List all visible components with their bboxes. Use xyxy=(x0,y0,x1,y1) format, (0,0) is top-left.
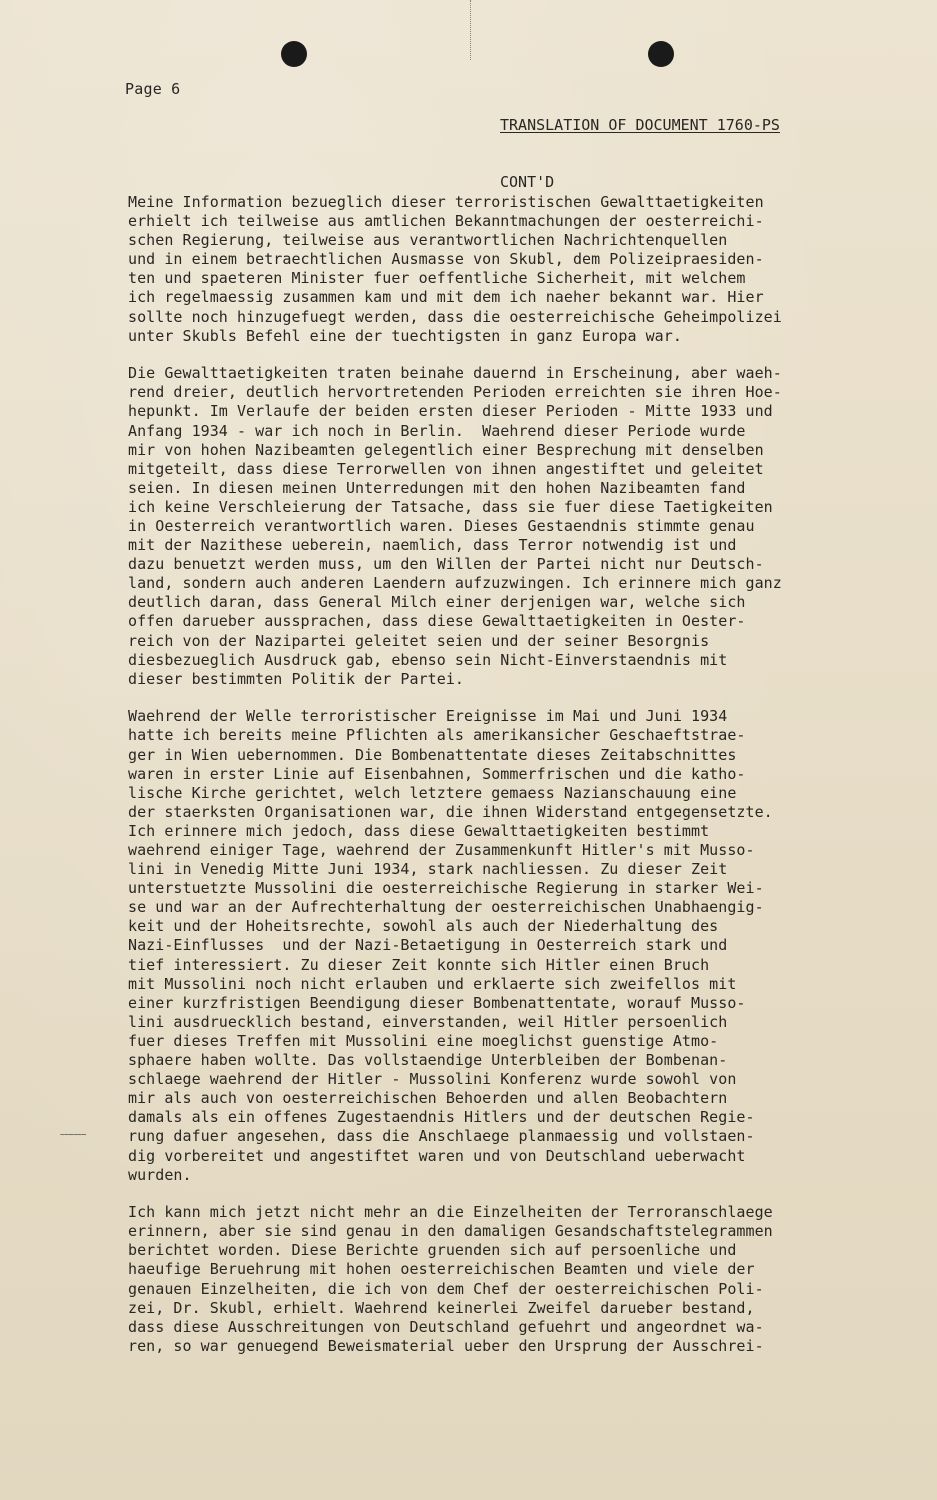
fold-mark xyxy=(470,0,472,60)
text-line: schen Regierung, teilweise aus verantwortlichen Nachrichtenquellen xyxy=(128,231,728,250)
text-line: der staerksten Organisationen war, die ihnen Widerstand entgegensetzte. xyxy=(128,802,773,821)
document-body xyxy=(128,193,828,1374)
paragraph-3 xyxy=(128,707,828,1184)
margin-scribble: ~~~~~~ xyxy=(60,1130,86,1139)
text-line: mitgeteilt, dass diese Terrorwellen von ihnen angestiftet und geleitet xyxy=(128,459,764,478)
text-line: unterstuetzte Mussolini die oesterreichische Regierung in starker Wei- xyxy=(128,879,764,898)
text-line: dig vorbereitet und angestiftet waren und von Deutschland ueberwacht xyxy=(128,1146,746,1165)
text-line: ich keine Verschleierung der Tatsache, dass sie fuer diese Taetigkeiten xyxy=(128,497,773,516)
text-line: haeufige Beruehrung mit hohen oesterreichischen Beamten und viele der xyxy=(128,1260,755,1279)
text-line: Ich kann mich jetzt nicht mehr an die Einzelheiten der Terroranschlaege xyxy=(128,1203,773,1222)
text-line: rend dreier, deutlich hervortretenden Perioden erreichten sie ihren Hoe- xyxy=(128,383,782,402)
text-line: Anfang 1934 - war ich noch in Berlin. Waehrend dieser Periode wurde xyxy=(128,421,746,440)
text-line: Waehrend der Welle terroristischer Ereignisse im Mai und Juni 1934 xyxy=(128,707,728,726)
text-line: mit der Nazithese ueberein, naemlich, dass Terror notwendig ist und xyxy=(128,536,737,555)
text-line: rung dafuer angesehen, dass die Anschlaege planmaessig und vollstaen- xyxy=(128,1127,755,1146)
text-line: ich regelmaessig zusammen kam und mit dem ich naeher bekannt war. Hier xyxy=(128,288,764,307)
text-line: genauen Einzelheiten, die ich von dem Chef der oesterreichischen Poli- xyxy=(128,1279,764,1298)
text-line: sphaere haben wollte. Das vollstaendige Unterbleiben der Bombenan- xyxy=(128,1051,728,1070)
text-line: erhielt ich teilweise aus amtlichen Bekanntmachungen der oesterreichi- xyxy=(128,212,764,231)
text-line: fuer dieses Treffen mit Mussolini eine moeglichst guenstige Atmo- xyxy=(128,1031,719,1050)
text-line: mir als auch von oesterreichischen Behoerden und allen Beobachtern xyxy=(128,1089,728,1108)
text-line: Ich erinnere mich jedoch, dass diese Gewalttaetigkeiten bestimmt xyxy=(128,821,710,840)
text-line: lini in Venedig Mitte Juni 1934, stark nachliessen. Zu dieser Zeit xyxy=(128,860,728,879)
text-line: erinnern, aber sie sind genau in den damaligen Gesandschaftstelegrammen xyxy=(128,1222,773,1241)
text-line: dass diese Ausschreitungen von Deutschland gefuehrt und angeordnet wa- xyxy=(128,1317,764,1336)
text-line: damals als ein offenes Zugestaendnis Hitlers und der deutschen Regie- xyxy=(128,1108,755,1127)
text-line: hepunkt. Im Verlaufe der beiden ersten dieser Perioden - Mitte 1933 und xyxy=(128,402,773,421)
text-line: einer kurzfristigen Beendigung dieser Bombenattentate, worauf Musso- xyxy=(128,993,746,1012)
text-line: sollte noch hinzugefuegt werden, dass die oesterreichische Geheimpolizei xyxy=(128,307,782,326)
text-line: tief interessiert. Zu dieser Zeit konnte sich Hitler einen Bruch xyxy=(128,955,710,974)
text-line: unter Skubls Befehl eine der tuechtigsten in ganz Europa war. xyxy=(128,326,682,345)
text-line: lische Kirche gerichtet, welch letztere gemaess Nazianschauung eine xyxy=(128,783,737,802)
paragraph-4 xyxy=(128,1203,828,1356)
text-line: und in einem betraechtlichen Ausmasse von Skubl, dem Polizeipraesiden- xyxy=(128,250,764,269)
text-line: in Oesterreich verantwortlich waren. Dieses Gestaendnis stimmte genau xyxy=(128,517,755,535)
document-title-line2: CONT'D xyxy=(500,173,555,191)
text-line: Meine Information bezueglich dieser terroristischen Gewalttaetigkeiten xyxy=(128,193,764,211)
text-line: keit und der Hoheitsrechte, sowohl als auch der Niederhaltung des xyxy=(128,917,719,936)
text-line: dieser bestimmten Politik der Partei. xyxy=(128,669,464,688)
text-line: dazu benuetzt werden muss, um den Willen der Partei nicht nur Deutsch- xyxy=(128,555,764,574)
text-line: ten und spaeteren Minister fuer oeffentliche Sicherheit, mit welchem xyxy=(128,269,746,288)
text-line: waren in erster Linie auf Eisenbahnen, Sommerfrischen und die katho- xyxy=(128,764,746,783)
document-title-line1: TRANSLATION OF DOCUMENT 1760-PS xyxy=(500,116,780,134)
text-line: wurden. xyxy=(128,1165,192,1184)
punch-hole-right xyxy=(648,41,674,67)
text-line: deutlich daran, dass General Milch einer derjenigen war, welche sich xyxy=(128,593,746,612)
text-line: reich von der Nazipartei geleitet seien und der seiner Besorgnis xyxy=(128,631,710,650)
punch-hole-left xyxy=(281,41,307,67)
text-line: se und war an der Aufrechterhaltung der oesterreichischen Unabhaengig- xyxy=(128,898,764,917)
text-line: hatte ich bereits meine Pflichten als amerikansicher Geschaeftstrae- xyxy=(128,726,746,745)
text-line: mir von hohen Nazibeamten gelegentlich einer Besprechung mit denselben xyxy=(128,440,764,459)
text-line: ger in Wien uebernommen. Die Bombenattentate dieses Zeitabschnittes xyxy=(128,745,737,764)
text-line: schlaege waehrend der Hitler - Mussolini Konferenz wurde sowohl von xyxy=(128,1070,737,1089)
text-line: ren, so war genuegend Beweismaterial ueber den Ursprung der Ausschrei- xyxy=(128,1336,764,1355)
text-line: seien. In diesen meinen Unterredungen mit den hohen Nazibeamten fand xyxy=(128,478,746,497)
text-line: mit Mussolini noch nicht erlauben und erklaerte sich zweifellos mit xyxy=(128,974,737,993)
text-line: zei, Dr. Skubl, erhielt. Waehrend keinerlei Zweifel darueber bestand, xyxy=(128,1298,755,1317)
paragraph-1 xyxy=(128,193,828,346)
text-line: lini ausdruecklich bestand, einverstanden, weil Hitler persoenlich xyxy=(128,1012,728,1031)
paragraph-2 xyxy=(128,364,828,689)
text-line: diesbezueglich Ausdruck gab, ebenso sein Nicht-Einverstaendnis mit xyxy=(128,650,728,669)
text-line: Nazi-Einflusses und der Nazi-Betaetigung in Oesterreich stark und xyxy=(128,936,728,955)
text-line: land, sondern auch anderen Laendern aufzuzwingen. Ich erinnere mich ganz xyxy=(128,574,782,593)
text-line: berichtet worden. Diese Berichte gruenden sich auf persoenliche und xyxy=(128,1241,737,1260)
text-line: offen darueber aussprachen, dass diese Gewalttaetigkeiten in Oester- xyxy=(128,612,746,631)
text-line: waehrend einiger Tage, waehrend der Zusammenkunft Hitler's mit Musso- xyxy=(128,841,755,859)
page-number: Page 6 xyxy=(125,80,181,98)
text-line: Die Gewalttaetigkeiten traten beinahe dauernd in Erscheinung, aber waeh- xyxy=(128,364,782,383)
